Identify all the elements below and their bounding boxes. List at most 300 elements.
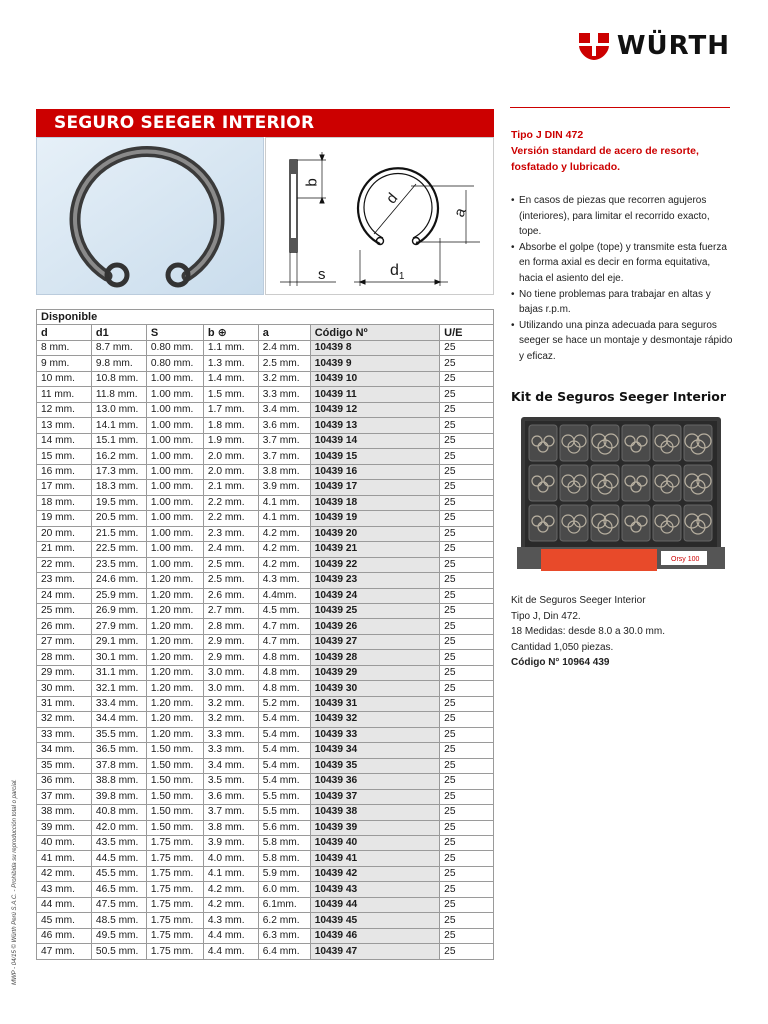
cell-b: 3.4 mm. xyxy=(203,758,258,773)
type-line: Tipo J DIN 472 xyxy=(511,129,584,141)
table-row xyxy=(37,371,494,386)
cell-b: 4.2 mm. xyxy=(203,897,258,912)
cell-s: 1.75 mm. xyxy=(146,944,203,959)
cell-d1: 46.5 mm. xyxy=(91,882,146,897)
cell-ue: 25 xyxy=(440,774,494,789)
cell-d1: 14.1 mm. xyxy=(91,418,146,433)
cell-b: 2.0 mm. xyxy=(203,449,258,464)
kit-title: Kit de Seguros Seeger Interior xyxy=(511,389,727,404)
cell-d: 42 mm. xyxy=(37,866,92,881)
cell-d1: 11.8 mm. xyxy=(91,387,146,402)
cell-a: 3.8 mm. xyxy=(258,464,310,479)
cell-b: 2.0 mm. xyxy=(203,464,258,479)
table-row xyxy=(37,665,494,680)
cell-d1: 37.8 mm. xyxy=(91,758,146,773)
cell-d1: 29.1 mm. xyxy=(91,634,146,649)
top-divider xyxy=(510,107,730,108)
cell-d: 23 mm. xyxy=(37,573,92,588)
feature-list xyxy=(511,193,733,365)
cell-ue: 25 xyxy=(440,402,494,417)
cell-b: 2.8 mm. xyxy=(203,619,258,634)
cell-d: 45 mm. xyxy=(37,913,92,928)
cell-d: 24 mm. xyxy=(37,588,92,603)
cell-ue: 25 xyxy=(440,418,494,433)
cell-code: 10439 10 xyxy=(310,371,439,386)
cell-a: 3.9 mm. xyxy=(258,480,310,495)
cell-d: 16 mm. xyxy=(37,464,92,479)
cell-ue: 25 xyxy=(440,665,494,680)
table-row xyxy=(37,511,494,526)
cell-code: 10439 23 xyxy=(310,573,439,588)
cell-a: 5.5 mm. xyxy=(258,805,310,820)
cell-b: 3.9 mm. xyxy=(203,836,258,851)
dim-label-d1 xyxy=(390,262,404,282)
cell-d1: 34.4 mm. xyxy=(91,712,146,727)
cell-s: 1.20 mm. xyxy=(146,665,203,680)
cell-ue: 25 xyxy=(440,449,494,464)
cell-a: 4.4mm. xyxy=(258,588,310,603)
cell-d1: 45.5 mm. xyxy=(91,866,146,881)
table-caption: Disponible xyxy=(37,310,494,325)
cell-ue: 25 xyxy=(440,495,494,510)
cell-a: 3.7 mm. xyxy=(258,449,310,464)
cell-d: 19 mm. xyxy=(37,511,92,526)
cell-s: 1.00 mm. xyxy=(146,511,203,526)
cell-code: 10439 27 xyxy=(310,634,439,649)
cell-s: 1.20 mm. xyxy=(146,588,203,603)
cell-d1: 15.1 mm. xyxy=(91,433,146,448)
cell-b: 3.3 mm. xyxy=(203,727,258,742)
table-row xyxy=(37,743,494,758)
table-row xyxy=(37,557,494,572)
table-row xyxy=(37,341,494,356)
cell-ue: 25 xyxy=(440,588,494,603)
cell-ue: 25 xyxy=(440,712,494,727)
cell-a: 5.4 mm. xyxy=(258,712,310,727)
cell-s: 1.50 mm. xyxy=(146,805,203,820)
cell-d: 33 mm. xyxy=(37,727,92,742)
cell-d1: 48.5 mm. xyxy=(91,913,146,928)
cell-a: 5.5 mm. xyxy=(258,789,310,804)
table-row xyxy=(37,727,494,742)
cell-d1: 39.8 mm. xyxy=(91,789,146,804)
feature-item: • En casos de piezas que recorren agujeros (interiores), para limitar el recorrido exacto, tope. xyxy=(511,193,733,240)
cell-code: 10439 46 xyxy=(310,928,439,943)
cell-d1: 9.8 mm. xyxy=(91,356,146,371)
cell-code: 10439 31 xyxy=(310,696,439,711)
cell-d: 20 mm. xyxy=(37,526,92,541)
cell-s: 1.00 mm. xyxy=(146,557,203,572)
cell-d: 28 mm. xyxy=(37,650,92,665)
cell-ue: 25 xyxy=(440,913,494,928)
cell-code: 10439 44 xyxy=(310,897,439,912)
cell-ue: 25 xyxy=(440,371,494,386)
cell-code: 10439 14 xyxy=(310,433,439,448)
cell-d1: 25.9 mm. xyxy=(91,588,146,603)
cell-a: 5.8 mm. xyxy=(258,836,310,851)
brand-name: WÜRTH xyxy=(616,31,730,61)
table-row xyxy=(37,634,494,649)
cell-ue: 25 xyxy=(440,480,494,495)
assortment-box-icon xyxy=(511,415,729,577)
cell-d: 40 mm. xyxy=(37,836,92,851)
cell-a: 5.4 mm. xyxy=(258,758,310,773)
cell-ue: 25 xyxy=(440,696,494,711)
cell-d: 8 mm. xyxy=(37,341,92,356)
cell-d: 25 mm. xyxy=(37,603,92,618)
cell-ue: 25 xyxy=(440,542,494,557)
cell-b: 3.6 mm. xyxy=(203,789,258,804)
cell-ue: 25 xyxy=(440,681,494,696)
table-row xyxy=(37,851,494,866)
cell-s: 1.00 mm. xyxy=(146,464,203,479)
feature-item: • No tiene problemas para trabajar en altas y bajas r.p.m. xyxy=(511,287,733,318)
cell-a: 4.2 mm. xyxy=(258,526,310,541)
cell-d: 43 mm. xyxy=(37,882,92,897)
cell-a: 4.8 mm. xyxy=(258,650,310,665)
cell-ue: 25 xyxy=(440,634,494,649)
cell-d: 34 mm. xyxy=(37,743,92,758)
cell-d1: 30.1 mm. xyxy=(91,650,146,665)
cell-b: 4.1 mm. xyxy=(203,866,258,881)
cell-code: 10439 45 xyxy=(310,913,439,928)
cell-code: 10439 18 xyxy=(310,495,439,510)
table-row xyxy=(37,758,494,773)
cell-b: 3.3 mm. xyxy=(203,743,258,758)
cell-ue: 25 xyxy=(440,820,494,835)
cell-code: 10439 39 xyxy=(310,820,439,835)
cell-s: 1.75 mm. xyxy=(146,851,203,866)
cell-code: 10439 34 xyxy=(310,743,439,758)
cell-code: 10439 32 xyxy=(310,712,439,727)
cell-d1: 13.0 mm. xyxy=(91,402,146,417)
table-row xyxy=(37,449,494,464)
table-row xyxy=(37,897,494,912)
cell-d1: 23.5 mm. xyxy=(91,557,146,572)
cell-d1: 16.2 mm. xyxy=(91,449,146,464)
cell-code: 10439 25 xyxy=(310,603,439,618)
wurth-logo xyxy=(579,30,730,62)
dim-label-d1-sub: 1 xyxy=(398,271,405,283)
cell-d1: 20.5 mm. xyxy=(91,511,146,526)
dim-label-s: s xyxy=(318,266,326,283)
cell-s: 1.75 mm. xyxy=(146,882,203,897)
cell-s: 1.75 mm. xyxy=(146,913,203,928)
cell-a: 5.9 mm. xyxy=(258,866,310,881)
cell-d1: 43.5 mm. xyxy=(91,836,146,851)
cell-a: 5.4 mm. xyxy=(258,743,310,758)
cell-code: 10439 22 xyxy=(310,557,439,572)
feature-item: • Absorbe el golpe (tope) y transmite esta fuerza en forma axial es decir en forma equitativa, hacia el asiento del eje. xyxy=(511,240,733,287)
cell-s: 1.20 mm. xyxy=(146,681,203,696)
cell-d: 30 mm. xyxy=(37,681,92,696)
cell-code: 10439 33 xyxy=(310,727,439,742)
kit-desc-line: 18 Medidas: desde 8.0 a 30.0 mm. xyxy=(511,626,665,637)
cell-d1: 10.8 mm. xyxy=(91,371,146,386)
cell-code: 10439 47 xyxy=(310,944,439,959)
cell-b: 1.8 mm. xyxy=(203,418,258,433)
cell-code: 10439 15 xyxy=(310,449,439,464)
cell-ue: 25 xyxy=(440,866,494,881)
cell-b: 4.4 mm. xyxy=(203,944,258,959)
cell-s: 1.75 mm. xyxy=(146,866,203,881)
cell-ue: 25 xyxy=(440,805,494,820)
cell-a: 2.4 mm. xyxy=(258,341,310,356)
table-row xyxy=(37,774,494,789)
cell-ue: 25 xyxy=(440,557,494,572)
table-row xyxy=(37,866,494,881)
cell-s: 1.75 mm. xyxy=(146,897,203,912)
cell-s: 1.00 mm. xyxy=(146,542,203,557)
table-row xyxy=(37,495,494,510)
cell-a: 4.7 mm. xyxy=(258,634,310,649)
cell-a: 3.6 mm. xyxy=(258,418,310,433)
dim-label-b: b xyxy=(303,178,321,187)
cell-d: 21 mm. xyxy=(37,542,92,557)
table-row xyxy=(37,588,494,603)
cell-d1: 38.8 mm. xyxy=(91,774,146,789)
kit-desc-line: Cantidad 1,050 piezas. xyxy=(511,641,614,653)
cell-a: 3.4 mm. xyxy=(258,402,310,417)
cell-a: 3.3 mm. xyxy=(258,387,310,402)
cell-d: 13 mm. xyxy=(37,418,92,433)
cell-code: 10439 8 xyxy=(310,341,439,356)
table-row xyxy=(37,356,494,371)
cell-ue: 25 xyxy=(440,882,494,897)
col-header-code: Código Nº xyxy=(310,325,439,341)
cell-b: 1.5 mm. xyxy=(203,387,258,402)
cell-ue: 25 xyxy=(440,743,494,758)
col-header-b: b ⊕ xyxy=(203,325,258,341)
cell-d: 17 mm. xyxy=(37,480,92,495)
cell-d1: 40.8 mm. xyxy=(91,805,146,820)
cell-ue: 25 xyxy=(440,603,494,618)
copyright-note: MWP - 04/15 © Würth Perú S.A.C. - Prohibida su reproducción total o parcial. xyxy=(12,779,18,985)
cell-a: 5.4 mm. xyxy=(258,774,310,789)
table-row xyxy=(37,913,494,928)
cell-b: 3.0 mm. xyxy=(203,681,258,696)
table-caption-row xyxy=(37,310,494,325)
technical-diagram xyxy=(265,137,494,295)
cell-b: 1.7 mm. xyxy=(203,402,258,417)
cell-d: 27 mm. xyxy=(37,634,92,649)
cell-a: 6.4 mm. xyxy=(258,944,310,959)
table-row xyxy=(37,681,494,696)
cell-s: 1.00 mm. xyxy=(146,418,203,433)
cell-a: 4.2 mm. xyxy=(258,557,310,572)
cell-b: 1.9 mm. xyxy=(203,433,258,448)
cell-d1: 33.4 mm. xyxy=(91,696,146,711)
cell-d: 26 mm. xyxy=(37,619,92,634)
cell-b: 2.4 mm. xyxy=(203,542,258,557)
cell-d: 36 mm. xyxy=(37,774,92,789)
table-header-row xyxy=(37,325,494,341)
cell-s: 1.20 mm. xyxy=(146,727,203,742)
cell-s: 1.50 mm. xyxy=(146,758,203,773)
col-header-ue: U/E xyxy=(440,325,494,341)
cell-b: 3.0 mm. xyxy=(203,665,258,680)
cell-d1: 27.9 mm. xyxy=(91,619,146,634)
table-row xyxy=(37,526,494,541)
cell-s: 1.50 mm. xyxy=(146,743,203,758)
cell-a: 4.2 mm. xyxy=(258,542,310,557)
cell-b: 2.3 mm. xyxy=(203,526,258,541)
cell-ue: 25 xyxy=(440,433,494,448)
table-row xyxy=(37,789,494,804)
product-photo xyxy=(36,137,264,295)
cell-d: 44 mm. xyxy=(37,897,92,912)
cell-d1: 32.1 mm. xyxy=(91,681,146,696)
kit-code: Código N° 10964 439 xyxy=(511,657,610,668)
cell-ue: 25 xyxy=(440,464,494,479)
kit-desc-line: Kit de Seguros Seeger Interior xyxy=(511,595,646,606)
cell-a: 5.8 mm. xyxy=(258,851,310,866)
cell-ue: 25 xyxy=(440,758,494,773)
cell-ue: 25 xyxy=(440,789,494,804)
cell-ue: 25 xyxy=(440,619,494,634)
cell-d1: 19.5 mm. xyxy=(91,495,146,510)
kit-desc-line: Tipo J, Din 472. xyxy=(511,610,581,622)
cell-b: 2.6 mm. xyxy=(203,588,258,603)
cell-b: 3.2 mm. xyxy=(203,696,258,711)
dim-label-d1-base: d xyxy=(390,262,399,279)
cell-d1: 36.5 mm. xyxy=(91,743,146,758)
col-header-a: a xyxy=(258,325,310,341)
dim-label-d: d xyxy=(382,189,402,208)
cell-code: 10439 40 xyxy=(310,836,439,851)
cell-b: 4.0 mm. xyxy=(203,851,258,866)
kit-box-label: Orsy 100 xyxy=(671,556,700,563)
cell-code: 10439 26 xyxy=(310,619,439,634)
cell-b: 4.4 mm. xyxy=(203,928,258,943)
cell-d: 39 mm. xyxy=(37,820,92,835)
table-row xyxy=(37,650,494,665)
wurth-logo-mark-icon xyxy=(579,31,609,61)
cell-a: 5.6 mm. xyxy=(258,820,310,835)
cell-s: 1.00 mm. xyxy=(146,371,203,386)
cell-b: 1.1 mm. xyxy=(203,341,258,356)
table-row xyxy=(37,820,494,835)
cell-b: 2.9 mm. xyxy=(203,634,258,649)
cell-b: 1.3 mm. xyxy=(203,356,258,371)
cell-d: 31 mm. xyxy=(37,696,92,711)
cell-d1: 35.5 mm. xyxy=(91,727,146,742)
cell-d1: 17.3 mm. xyxy=(91,464,146,479)
cell-a: 5.4 mm. xyxy=(258,727,310,742)
cell-ue: 25 xyxy=(440,897,494,912)
cell-d1: 22.5 mm. xyxy=(91,542,146,557)
table-row xyxy=(37,928,494,943)
cell-a: 6.3 mm. xyxy=(258,928,310,943)
cell-code: 10439 17 xyxy=(310,480,439,495)
cell-d1: 21.5 mm. xyxy=(91,526,146,541)
cell-ue: 25 xyxy=(440,944,494,959)
cell-d: 29 mm. xyxy=(37,665,92,680)
cell-b: 2.2 mm. xyxy=(203,511,258,526)
cell-s: 1.75 mm. xyxy=(146,836,203,851)
cell-s: 1.50 mm. xyxy=(146,774,203,789)
cell-ue: 25 xyxy=(440,341,494,356)
cell-s: 1.00 mm. xyxy=(146,402,203,417)
cell-code: 10439 41 xyxy=(310,851,439,866)
cell-d1: 50.5 mm. xyxy=(91,944,146,959)
cell-a: 6.1mm. xyxy=(258,897,310,912)
cell-ue: 25 xyxy=(440,511,494,526)
cell-b: 2.7 mm. xyxy=(203,603,258,618)
table-row xyxy=(37,696,494,711)
cell-a: 4.3 mm. xyxy=(258,573,310,588)
table-row xyxy=(37,805,494,820)
kit-photo xyxy=(511,415,729,577)
description-column xyxy=(511,127,733,365)
cell-code: 10439 13 xyxy=(310,418,439,433)
table-row xyxy=(37,882,494,897)
cell-a: 4.1 mm. xyxy=(258,495,310,510)
cell-s: 1.00 mm. xyxy=(146,480,203,495)
table-row xyxy=(37,433,494,448)
cell-d1: 44.5 mm. xyxy=(91,851,146,866)
cell-d: 47 mm. xyxy=(37,944,92,959)
cell-s: 1.75 mm. xyxy=(146,928,203,943)
cell-d: 35 mm. xyxy=(37,758,92,773)
col-header-d1: d1 xyxy=(91,325,146,341)
cell-code: 10439 43 xyxy=(310,882,439,897)
cell-b: 3.8 mm. xyxy=(203,820,258,835)
cell-code: 10439 20 xyxy=(310,526,439,541)
cell-b: 2.5 mm. xyxy=(203,557,258,572)
cell-s: 1.20 mm. xyxy=(146,573,203,588)
cell-s: 1.20 mm. xyxy=(146,650,203,665)
cell-d: 32 mm. xyxy=(37,712,92,727)
cell-a: 6.0 mm. xyxy=(258,882,310,897)
cell-s: 1.00 mm. xyxy=(146,433,203,448)
cell-b: 4.3 mm. xyxy=(203,913,258,928)
cell-ue: 25 xyxy=(440,526,494,541)
cell-s: 1.50 mm. xyxy=(146,789,203,804)
cell-code: 10439 29 xyxy=(310,665,439,680)
cell-ue: 25 xyxy=(440,928,494,943)
cell-d1: 31.1 mm. xyxy=(91,665,146,680)
cell-d: 38 mm. xyxy=(37,805,92,820)
cell-d1: 26.9 mm. xyxy=(91,603,146,618)
col-header-d: d xyxy=(37,325,92,341)
cell-code: 10439 11 xyxy=(310,387,439,402)
cell-b: 3.7 mm. xyxy=(203,805,258,820)
cell-b: 2.9 mm. xyxy=(203,650,258,665)
feature-item: • Utilizando una pinza adecuada para seguros seeger se hace un montaje y desmontaje rápido y eficaz. xyxy=(511,318,733,365)
cell-code: 10439 9 xyxy=(310,356,439,371)
cell-b: 4.2 mm. xyxy=(203,882,258,897)
cell-code: 10439 24 xyxy=(310,588,439,603)
cell-d: 12 mm. xyxy=(37,402,92,417)
kit-description xyxy=(511,593,665,671)
cell-d1: 24.6 mm. xyxy=(91,573,146,588)
cell-code: 10439 42 xyxy=(310,866,439,881)
cell-a: 3.7 mm. xyxy=(258,433,310,448)
cell-d: 9 mm. xyxy=(37,356,92,371)
table-row xyxy=(37,712,494,727)
cell-s: 1.20 mm. xyxy=(146,619,203,634)
dim-label-a: a xyxy=(450,205,470,220)
cell-s: 1.00 mm. xyxy=(146,495,203,510)
cell-code: 10439 21 xyxy=(310,542,439,557)
cell-a: 4.8 mm. xyxy=(258,665,310,680)
cell-d: 46 mm. xyxy=(37,928,92,943)
cell-s: 1.20 mm. xyxy=(146,712,203,727)
table-row xyxy=(37,603,494,618)
cell-ue: 25 xyxy=(440,573,494,588)
cell-code: 10439 37 xyxy=(310,789,439,804)
